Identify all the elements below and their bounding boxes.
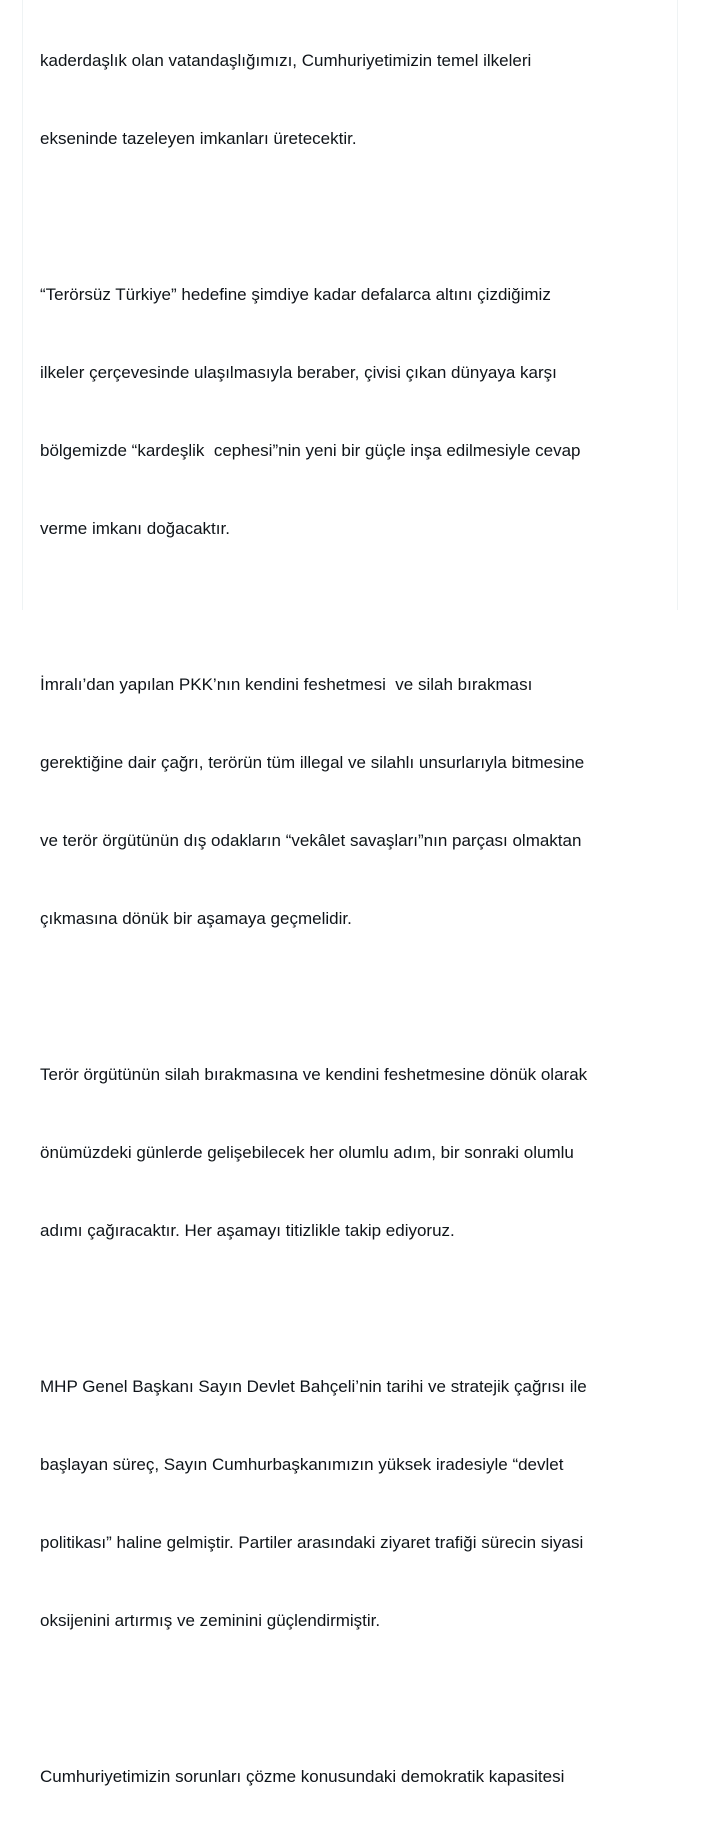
text-line: bölgemizde “kardeşlik cephesi”nin yeni bir güçle inşa edilmesiyle cevap — [40, 441, 581, 460]
text-line: başlayan süreç, Sayın Cumhurbaşkanımızın yüksek iradesiyle “devlet — [40, 1455, 564, 1474]
text-line: “Terörsüz Türkiye” hedefine şimdiye kadar defalarca altını çizdiğimiz — [40, 285, 551, 304]
tweet-paragraph — [40, 620, 670, 984]
text-line: adımı çağıracaktır. Her aşamayı titizlikle takip ediyoruz. — [40, 1221, 455, 1240]
text-line: ekseninde tazeleyen imkanları üretecektir. — [40, 129, 357, 148]
text-line: verme imkanı doğacaktır. — [40, 519, 230, 538]
tweet-paragraph — [40, 0, 670, 204]
text-line: Cumhuriyetimizin sorunları çözme konusundaki demokratik kapasitesi — [40, 1767, 565, 1786]
text-line: gerektiğine dair çağrı, terörün tüm illegal ve silahlı unsurlarıyla bitmesine — [40, 753, 585, 772]
text-line: kaderdaşlık olan vatandaşlığımızı, Cumhuriyetimizin temel ilkeleri — [40, 51, 532, 70]
tweet-paragraph — [40, 1010, 670, 1296]
text-line: ilkeler çerçevesinde ulaşılmasıyla beraber, çivisi çıkan dünyaya karşı — [40, 363, 557, 382]
tweet-paragraph — [40, 230, 670, 594]
text-line: politikası” haline gelmiştir. Partiler arasındaki ziyaret trafiği sürecin siyasi — [40, 1533, 584, 1552]
text-line: İmralı’dan yapılan PKK’nın kendini feshetmesi ve silah bırakması — [40, 675, 533, 694]
text-line: ve terör örgütünün dış odakların “vekâlet savaşları”nın parçası olmaktan — [40, 831, 582, 850]
text-line: önümüzdeki günlerde gelişebilecek her olumlu adım, bir sonraki olumlu — [40, 1143, 574, 1162]
tweet-paragraph — [40, 1712, 670, 1842]
tweet-card — [22, 0, 678, 1786]
tweet-text — [40, 0, 670, 1842]
text-line: oksijenini artırmış ve zeminini güçlendirmiştir. — [40, 1611, 381, 1630]
text-line: MHP Genel Başkanı Sayın Devlet Bahçeli’nin tarihi ve stratejik çağrısı ile — [40, 1377, 587, 1396]
text-line: çıkmasına dönük bir aşamaya geçmelidir. — [40, 909, 352, 928]
text-line: Terör örgütünün silah bırakmasına ve kendini feshetmesine dönük olarak — [40, 1065, 588, 1084]
tweet-paragraph — [40, 1322, 670, 1686]
